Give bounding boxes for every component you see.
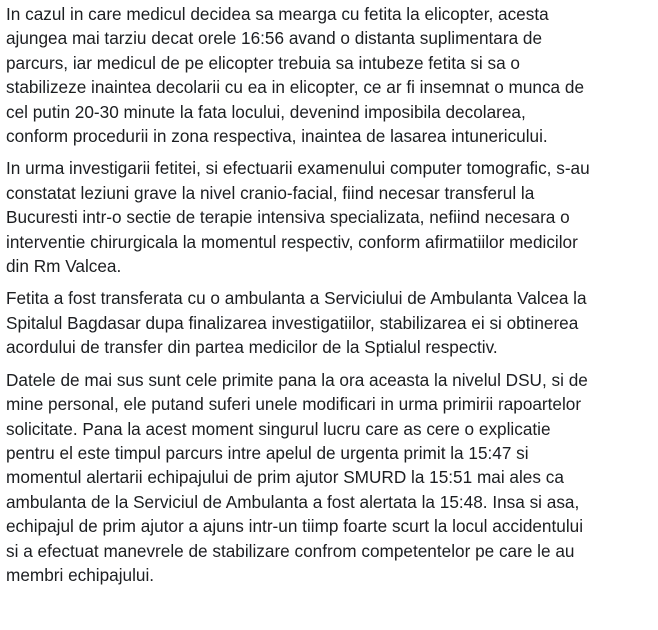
paragraph-investigation: In urma investigarii fetitei, si efectuarii examenului computer tomografic, s-au constatat leziuni grave la nivel cranio-facial, fiind necesar transferul la Bucuresti intr-o sectie de terapie intensiva specializata, nefiind necesara o interventie chirurgicala la momentul respectiv, conform afirmatiilor medicilor din Rm Valcea. xyxy=(6,158,590,277)
paragraph-transfer: Fetita a fost transferata cu o ambulanta a Serviciului de Ambulanta Valcea la Spitalul Bagdasar dupa finalizarea investigatiilor, stabilizarea ei si obtinerea acordului de transfer din partea medicilor de la Sptialul respectiv. xyxy=(6,288,587,358)
paragraph-helicopter-scenario: In cazul in care medicul decidea sa mearga cu fetita la elicopter, acesta ajungea mai tarziu decat orele 16:56 avand o distanta suplimentara de parcurs, iar medicul de pe elicopter trebuia sa intubeze fetita si sa o stabilizeze inaintea decolarii cu ea in elicopter, ce ar fi insemnat o munca de cel putin 20-30 minute la fata locului, devenind imposibila decolarea, conform procedurii in zona respectiva, inaintea de lasarea intunericului. xyxy=(6,4,585,147)
paragraph-dsu-data: Datele de mai sus sunt cele primite pana la ora aceasta la nivelul DSU, si de mine personal, ele putand suferi unele modificari in urma primirii rapoartelor solicitate. Pana la acest moment singurul lucru care as cere o explicatie pentru el este timpul parcurs intre apelul de urgenta primit la 15:47 si momentul alertarii echipajului de prim ajutor SMURD la 15:51 mai ales ca ambulanta de la Serviciul de Ambulanta a fost alertata la 15:48. Insa si asa, echipajul de prim ajutor a ajuns intr-un tiimp foarte scurt la locul accidentului si a efectuat manevrele de stabilizare confrom competentelor pe care le au membri echipajului. xyxy=(6,369,588,585)
